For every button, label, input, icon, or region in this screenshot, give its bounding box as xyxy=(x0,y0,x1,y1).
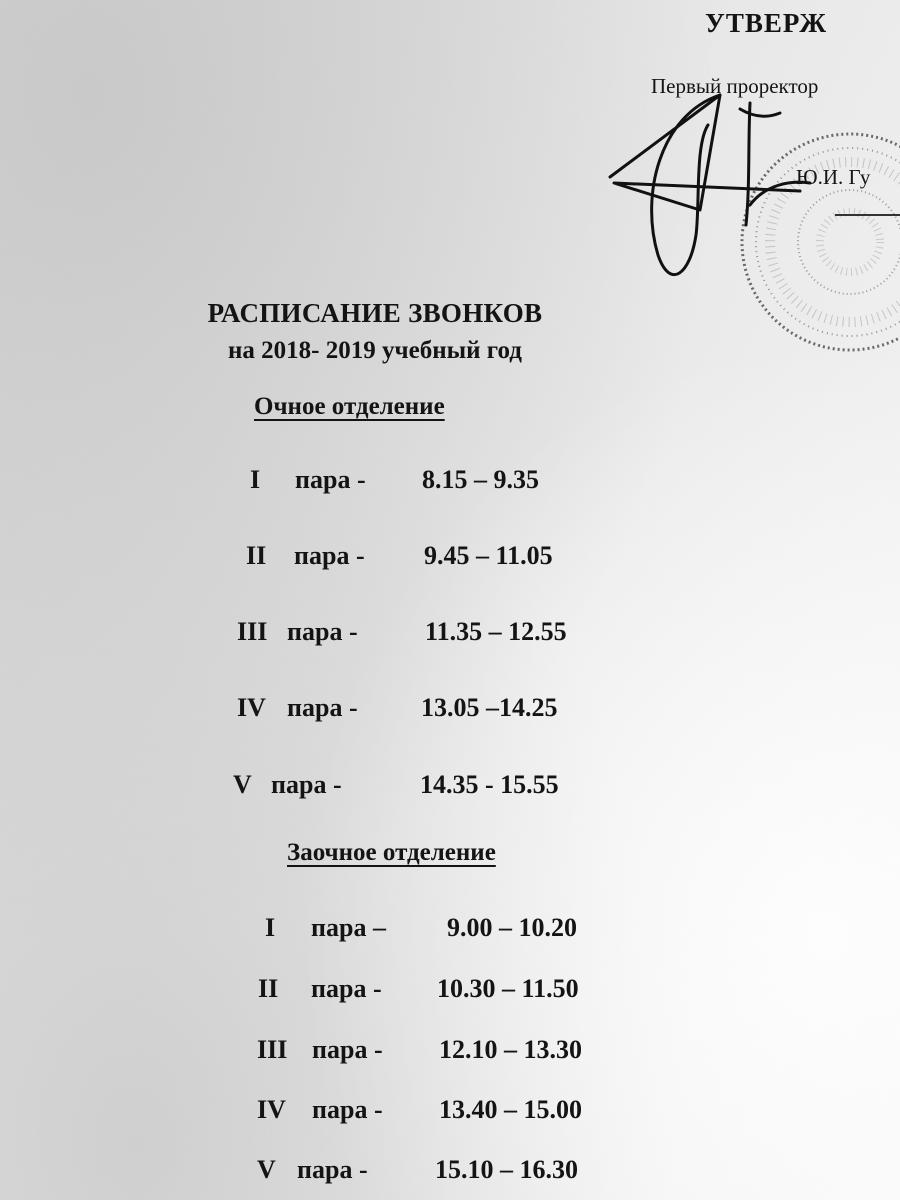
period-number: I xyxy=(250,465,261,494)
period-label: пара - xyxy=(295,465,366,494)
period-label: пара - xyxy=(271,770,342,799)
period-time: 13.40 – 15.00 xyxy=(439,1095,582,1124)
period-label: пара - xyxy=(287,693,358,722)
period-time: 15.10 – 16.30 xyxy=(435,1155,578,1184)
period-number: II xyxy=(258,974,279,1003)
period-number: II xyxy=(246,541,267,570)
schedule-row xyxy=(257,1095,619,1129)
period-number: IV xyxy=(257,1095,286,1124)
period-time: 10.30 – 11.50 xyxy=(437,974,579,1003)
schedule-row xyxy=(257,1035,619,1069)
period-label: пара - xyxy=(312,1035,383,1064)
period-time: 9.00 – 10.20 xyxy=(447,913,577,942)
schedule-row xyxy=(258,974,618,1008)
period-label: пара - xyxy=(287,617,358,646)
period-time: 14.35 - 15.55 xyxy=(420,770,559,799)
schedule-row xyxy=(257,1155,619,1189)
signature xyxy=(600,85,830,295)
extramural-heading: Заочное отделение xyxy=(287,839,496,866)
approval-role: Первый проректор xyxy=(651,74,819,98)
period-number: III xyxy=(237,617,268,646)
document-subtitle: на 2018- 2019 учебный год xyxy=(228,337,522,364)
schedule-row xyxy=(246,541,586,575)
period-time: 8.15 – 9.35 xyxy=(422,465,539,494)
schedule-row xyxy=(237,693,602,727)
schedule-row xyxy=(250,465,580,499)
period-number: I xyxy=(265,913,276,942)
schedule-row xyxy=(265,913,615,947)
period-label: пара - xyxy=(297,1155,368,1184)
period-label: пара - xyxy=(294,541,365,570)
period-label: пара – xyxy=(311,913,386,942)
period-number: III xyxy=(257,1035,288,1064)
period-number: IV xyxy=(237,693,266,722)
signature-line xyxy=(835,214,900,216)
period-time: 9.45 – 11.05 xyxy=(424,541,553,570)
full-time-heading: Очное отделение xyxy=(254,393,445,420)
period-label: пара - xyxy=(312,1095,383,1124)
schedule-row xyxy=(233,770,603,804)
approval-name: Ю.И. Гу xyxy=(796,165,871,189)
period-number: V xyxy=(257,1155,276,1184)
period-time: 11.35 – 12.55 xyxy=(425,617,567,646)
period-label: пара - xyxy=(311,974,382,1003)
period-time: 13.05 –14.25 xyxy=(421,693,558,722)
document-title: РАСПИСАНИЕ ЗВОНКОВ xyxy=(207,298,543,328)
schedule-row xyxy=(237,617,602,651)
period-number: V xyxy=(233,770,252,799)
period-time: 12.10 – 13.30 xyxy=(439,1035,582,1064)
approval-heading: УТВЕРЖ xyxy=(705,8,828,38)
